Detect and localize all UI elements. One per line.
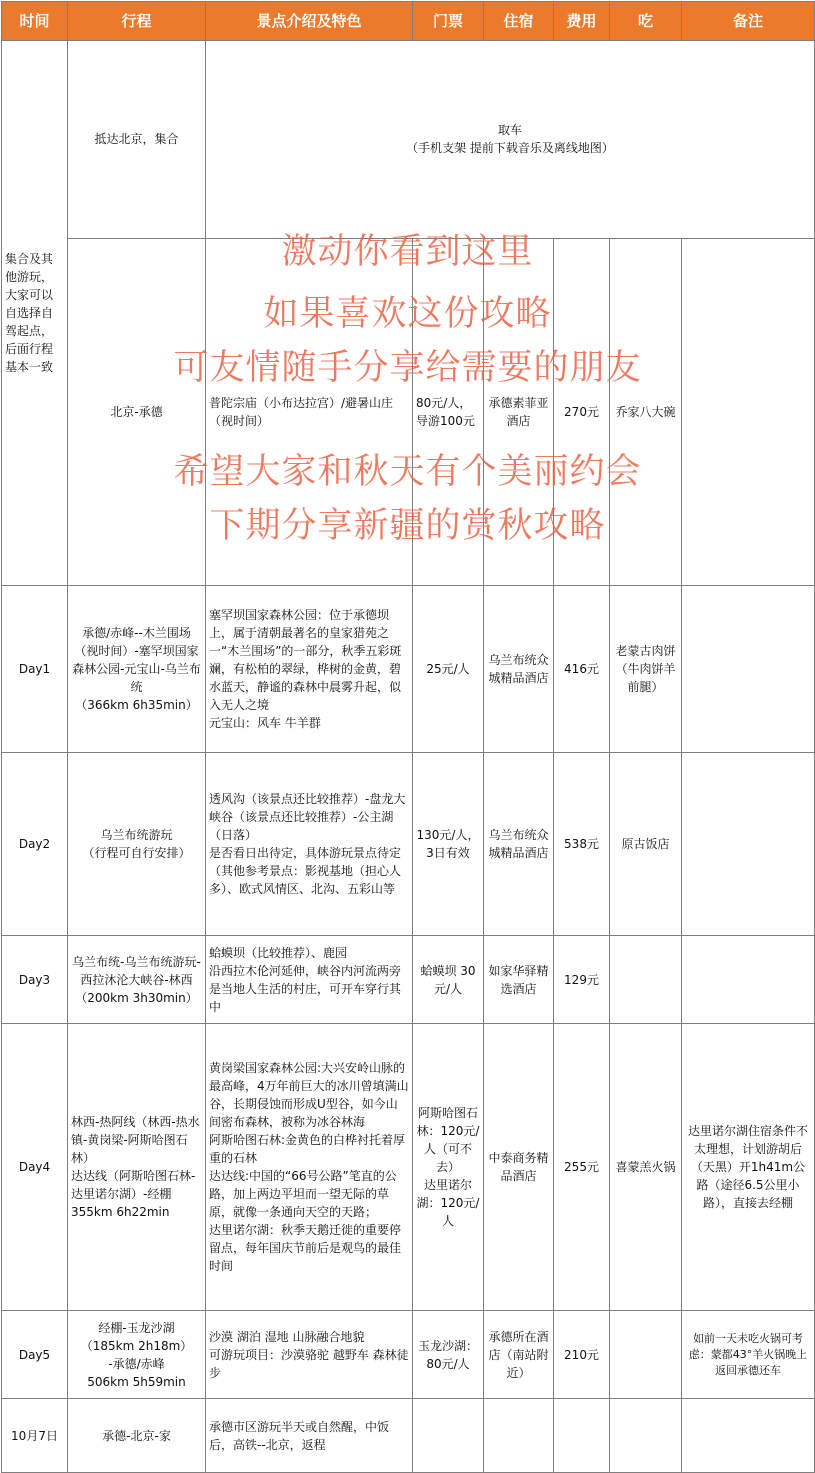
cell-ticket: 玉龙沙湖：80元/人 [413, 1311, 484, 1399]
cell-stay: 承德素菲亚酒店 [484, 238, 554, 585]
header-eat: 吃 [610, 2, 682, 41]
cell-time: 10月7日 [2, 1399, 68, 1473]
cell-note [682, 753, 815, 936]
cell-ticket: 25元/人 [413, 586, 484, 753]
cell-cost: 129元 [554, 936, 610, 1024]
cell-eat: 老蒙古肉饼（牛肉饼羊前腿） [610, 586, 682, 753]
cell-stay: 承德所在酒店（南站附近） [484, 1311, 554, 1399]
header-time: 时间 [2, 2, 68, 41]
table-row [2, 936, 815, 1024]
cell-route: 乌兰布统游玩 （行程可自行安排） [68, 753, 206, 936]
cell-time: Day5 [2, 1311, 68, 1399]
cell-eat: 乔家八大碗 [610, 238, 682, 585]
table-row [2, 1024, 815, 1311]
cell-route: 乌兰布统-乌兰布统游玩-西拉沐沦大峡谷-林西 （200km 3h30min） [68, 936, 206, 1024]
cell-ticket: 阿斯哈图石林：120元/人（可不去） 达里诺尔湖：120元/人 [413, 1024, 484, 1311]
cell-cost: 210元 [554, 1311, 610, 1399]
cell-route: 承德-北京-家 [68, 1399, 206, 1473]
cell-time: Day4 [2, 1024, 68, 1311]
cell-note: 如前一天未吃火锅可考虑：蒙都43°羊火锅晚上返回承德还车 [682, 1311, 815, 1399]
cell-intro: 透风沟（该景点还比较推荐）-盘龙大峡谷（该景点还比较推荐）-公主湖（日落） 是否看日出待定，具体游玩景点待定 （其他参考景点：影视基地（担心人多）、欧式风情区、北沟、五彩山等 [206, 753, 413, 936]
cell-cost: 538元 [554, 753, 610, 936]
cell-ticket [413, 1399, 484, 1473]
cell-eat [610, 936, 682, 1024]
cell-route: 抵达北京，集合 [68, 41, 206, 239]
cell-stay: 乌兰布统众城精品酒店 [484, 586, 554, 753]
itinerary-table [1, 1, 815, 1473]
cell-stay [484, 1399, 554, 1473]
cell-note [682, 936, 815, 1024]
cell-intro: 取车 （手机支架 提前下载音乐及离线地图） [206, 41, 815, 239]
watermark-line: 激动你看到这里 [281, 232, 534, 272]
cell-stay: 中泰商务精品酒店 [484, 1024, 554, 1311]
cell-stay: 如家华驿精选酒店 [484, 936, 554, 1024]
header-cost: 费用 [554, 2, 610, 41]
cell-route: 承德/赤峰--木兰围场（视时间）-塞罕坝国家森林公园-元宝山-乌兰布统 （366km 6h35min） [68, 586, 206, 753]
cell-time: 集合及其他游玩，大家可以自选择自驾起点，后面行程基本一致 [2, 41, 68, 586]
header-ticket: 门票 [413, 2, 484, 41]
cell-time: Day3 [2, 936, 68, 1024]
cell-eat [610, 1311, 682, 1399]
table-row [2, 586, 815, 753]
cell-intro: 沙漠 湖泊 湿地 山脉融合地貌 可游玩项目：沙漠骆驼 越野车 森林徒步 [206, 1311, 413, 1399]
cell-intro: 蛤蟆坝（比较推荐）、鹿园 沿西拉木伦河延伸，峡谷内河流两旁是当地人生活的村庄，可开车穿行其中 [206, 936, 413, 1024]
cell-route: 林西-热阿线（林西-热水镇-黄岗梁-阿斯哈图石林） 达达线（阿斯哈图石林-达里诺尔湖）-经棚 355km 6h22min [68, 1024, 206, 1311]
table-row [2, 41, 815, 239]
cell-eat [610, 1399, 682, 1473]
cell-time: Day2 [2, 753, 68, 936]
cell-cost [554, 1399, 610, 1473]
cell-time: Day1 [2, 586, 68, 753]
cell-ticket: 蛤蟆坝 30元/人 [413, 936, 484, 1024]
cell-intro: 承德市区游玩半天或自然醒，中饭后，高铁--北京，返程 [206, 1399, 413, 1473]
cell-route: 经棚-玉龙沙湖 （185km 2h18m） -承德/赤峰 506km 5h59min [68, 1311, 206, 1399]
cell-eat: 原古饭店 [610, 753, 682, 936]
cell-cost: 270元 [554, 238, 610, 585]
cell-note [682, 586, 815, 753]
cell-ticket: 130元/人，3日有效 [413, 753, 484, 936]
cell-intro: 黄岗梁国家森林公园:大兴安岭山脉的最高峰，4万年前巨大的冰川曾填满山谷，长期侵蚀而形成U型谷，如今山间密布森林，被称为冰谷林海 阿斯哈图石林:金黄色的白桦衬托着厚重的石林 达达线:中国的“66号公路”笔直的公路，加上两边平坦而一望无际的草原，就像一条通向天空的天路； 达里诺尔湖：秋季天鹅迁徙的重要停留点，每年国庆节前后是观鸟的最佳时间 [206, 1024, 413, 1311]
cell-stay: 乌兰布统众城精品酒店 [484, 753, 554, 936]
watermark-line: 可友情随手分享给需要的朋友 [173, 348, 642, 388]
watermark-line: 希望大家和秋天有个美丽约会 [173, 452, 642, 492]
watermark-line: 如果喜欢这份攻略 [263, 294, 552, 334]
header-route: 行程 [68, 2, 206, 41]
cell-ticket: 80元/人，导游100元 [413, 238, 484, 585]
cell-cost: 255元 [554, 1024, 610, 1311]
header-row [2, 2, 815, 41]
cell-route: 北京-承德 [68, 238, 206, 585]
table-row [2, 753, 815, 936]
cell-note: 达里诺尔湖住宿条件不太理想，计划游胡后（天黑）开1h41m公路（途径6.5公里小路），直接去经棚 [682, 1024, 815, 1311]
cell-cost: 416元 [554, 586, 610, 753]
cell-eat: 喜蒙羔火锅 [610, 1024, 682, 1311]
cell-note [682, 1399, 815, 1473]
table-row [2, 238, 815, 585]
header-note: 备注 [682, 2, 815, 41]
header-stay: 住宿 [484, 2, 554, 41]
cell-intro: 塞罕坝国家森林公园：位于承德坝上，属于清朝最著名的皇家猎苑之一“木兰围场”的一部分，秋季五彩斑斓，有松柏的翠绿，桦树的金黄，碧水蓝天，静谧的森林中晨雾升起，似入无人之境 元宝山：风车 牛羊群 [206, 586, 413, 753]
table-row [2, 1399, 815, 1473]
header-intro: 景点介绍及特色 [206, 2, 413, 41]
cell-intro: 普陀宗庙（小布达拉宫）/避暑山庄（视时间） [206, 238, 413, 585]
table-row [2, 1311, 815, 1399]
watermark-line: 下期分享新疆的赏秋攻略 [209, 506, 606, 546]
